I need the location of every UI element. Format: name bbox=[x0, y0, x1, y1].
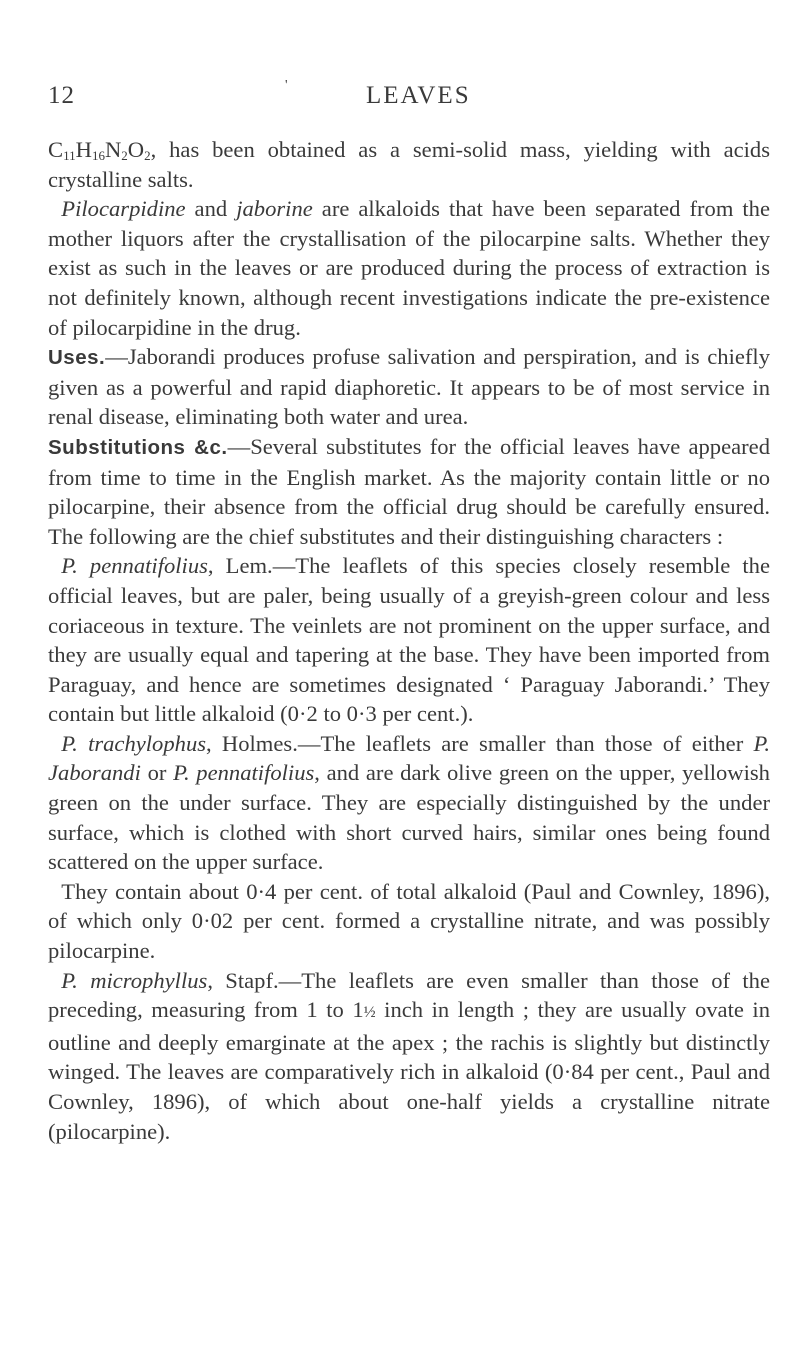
paragraph-formula: $C_{11}H_{16}N_2O_2$, has been obtained as a semi-solid mass, yielding with acids crystalline salts. bbox=[48, 137, 770, 192]
fraction: ½ bbox=[363, 1004, 376, 1022]
formula: $C_{11}H_{16}N_2O_2$ bbox=[48, 137, 151, 163]
species-reference: P. pennatifolius bbox=[173, 760, 315, 786]
page-header bbox=[48, 78, 768, 122]
term-jaborine: jaborine bbox=[236, 196, 313, 222]
species-name: P. pennatifolius bbox=[61, 553, 208, 579]
paragraph-uses: Uses.—Jaborandi produces profuse salivation and perspiration, and is chiefly given as a powerful and rapid diaphoretic. It appears to be of most service in renal disease, eliminating both water and urea. bbox=[48, 344, 770, 430]
section-heading-uses: Uses. bbox=[48, 346, 106, 370]
paragraph-pilocarpidine: Pilocarpidine and jaborine are alkaloids that have been separated from the mother liquors after the crystallisation of the pilocarpine salts. Whether they exist as such in the leaves or are produced during the process of extraction is not definitely known, although recent investigations indicate the pre-existence of pilocarpidine in the drug. bbox=[48, 196, 771, 340]
paragraph-pennatifolius: P. pennatifolius, Lem.—The leaflets of this species closely resemble the official leaves, but are paler, being usually of a greyish-green colour and less coriaceous in texture. The veinlets are not prominent on the upper surface, and they are usually equal and tapering at the base. They have been imported from Paraguay, and hence are sometimes designated ‘ Paraguay Jaborandi.’ They contain but little alkaloid (0·2 to 0·3 per cent.). bbox=[48, 553, 770, 727]
paragraph-trachylophus-alkaloid: They contain about 0·4 per cent. of total alkaloid (Paul and Cownley, 1896), of which only 0·02 per cent. formed a crystalline nitrate, and was possibly pilocarpine. bbox=[48, 878, 770, 964]
paragraph-trachylophus: P. trachylophus, Holmes.—The leaflets are smaller than those of either P. Jaborandi or P. pennatifolius, and are dark olive green on the upper, yellowish green on the under surface. They are especially distinguished by the under surface, which is clothed with short curved hairs, similar ones being found scattered on the upper surface. bbox=[48, 730, 770, 875]
term-pilocarpidine: Pilocarpidine bbox=[61, 196, 186, 222]
header-mark: ' bbox=[285, 78, 288, 93]
species-reference: P. Jaborandi bbox=[48, 730, 770, 786]
paragraph-substitutions: Substitutions &c.—Several substitutes for the official leaves have appeared from time to time in the English market. As the majority contain little or no pilocarpine, their absence from the official drug should be carefully ensured. The following are the chief substitutes and their distinguishing characters : bbox=[48, 433, 770, 549]
species-name: P. microphyllus bbox=[61, 967, 208, 993]
running-head: LEAVES bbox=[366, 82, 471, 109]
body-text bbox=[48, 135, 770, 1146]
page-number: 12 bbox=[48, 82, 75, 109]
section-heading-substitutions: Substitutions &c. bbox=[48, 435, 228, 459]
paragraph-microphyllus: P. microphyllus, Stapf.—The leaflets are even smaller than those of the preceding, measuring from 1 to 1½ inch in length ; they are usually ovate in outline and deeply emarginate at the apex ; the rachis is slightly but distinctly winged. The leaves are comparatively rich in alkaloid (0·84 per cent., Paul and Cownley, 1896), of which about one-half yields a crystalline nitrate (pilocarpine). bbox=[48, 967, 770, 1144]
species-name: P. trachylophus bbox=[61, 730, 207, 756]
